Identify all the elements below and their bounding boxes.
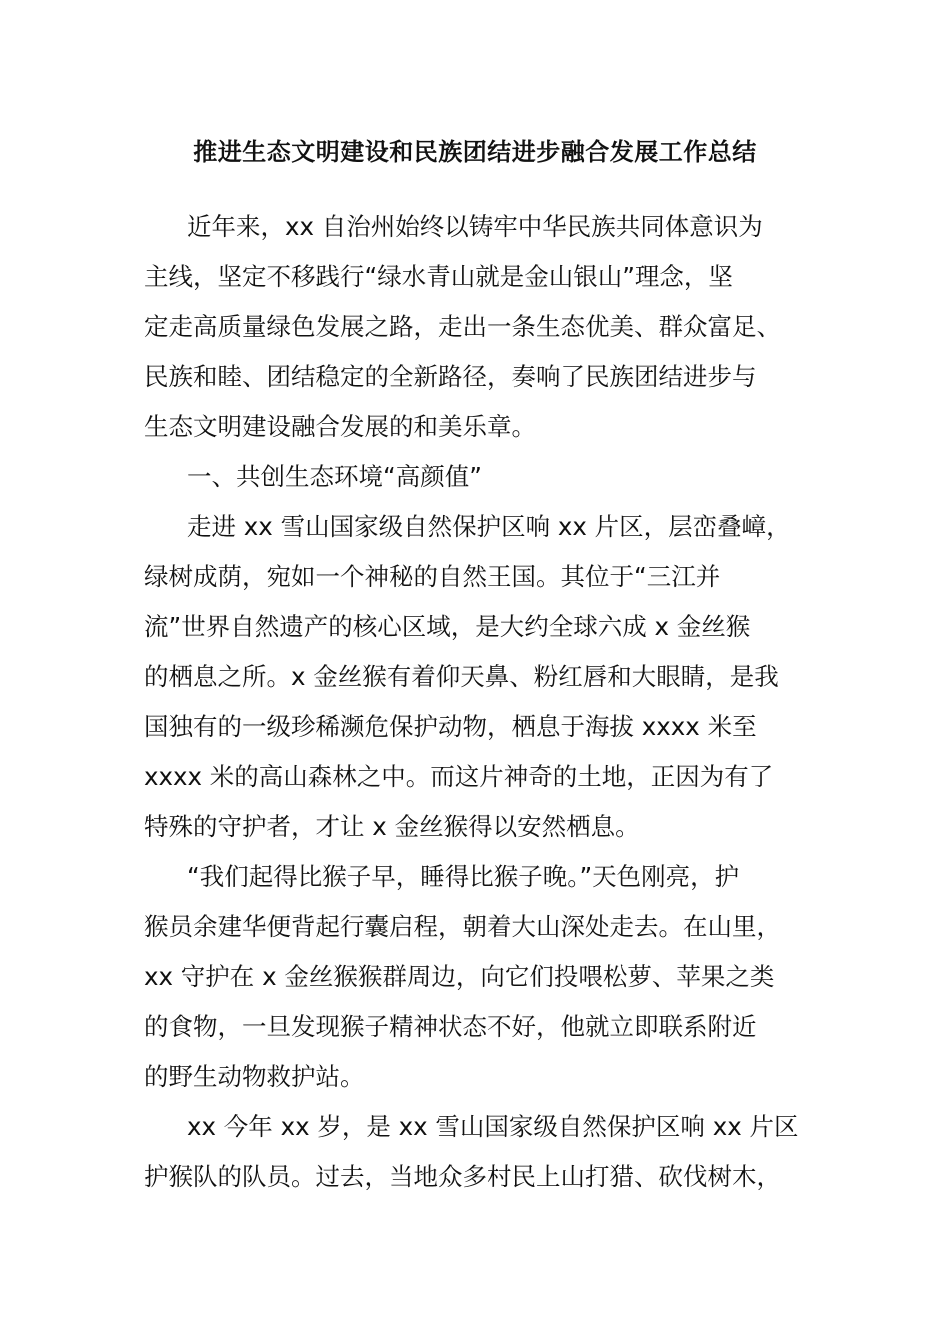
text-line: 的野生动物救护站。 <box>144 1062 365 1091</box>
text-line: 定走高质量绿色发展之路，走出一条生态优美、群众富足、 <box>144 312 781 341</box>
text-line: 特殊的守护者，才让 x 金丝猴得以安然栖息。 <box>144 812 640 841</box>
text-line: 民族和睦、团结稳定的全新路径，奏响了民族团结进步与 <box>144 362 757 391</box>
text-line: 猴员余建华便背起行囊启程，朝着大山深处走去。在山里， <box>144 912 781 941</box>
text-line: xxxx 米的高山森林之中。而这片神奇的土地，正因为有了 <box>144 762 774 791</box>
text-line: 国独有的一级珍稀濒危保护动物，栖息于海拔 xxxx 米至 <box>144 712 757 741</box>
text-line: 绿树成荫，宛如一个神秘的自然王国。其位于“三江并 <box>144 562 721 591</box>
document-body <box>144 202 806 1202</box>
text-line: 生态文明建设融合发展的和美乐章。 <box>144 412 536 441</box>
text-line: 的栖息之所。x 金丝猴有着仰天鼻、粉红唇和大眼睛，是我 <box>144 662 779 691</box>
text-line: 护猴队的队员。过去，当地众多村民上山打猎、砍伐树木， <box>144 1162 781 1191</box>
text-line: 走进 xx 雪山国家级自然保护区响 xx 片区，层峦叠嶂， <box>187 512 791 541</box>
text-line: 流”世界自然遗产的核心区域，是大约全球六成 x 金丝猴 <box>144 612 751 641</box>
text-line: “我们起得比猴子早，睡得比猴子晚。”天色刚亮，护 <box>187 862 740 891</box>
text-line: 一、共创生态环境“高颜值” <box>187 462 482 491</box>
text-line: 的食物，一旦发现猴子精神状态不好，他就立即联系附近 <box>144 1012 757 1041</box>
text-line: xx 今年 xx 岁，是 xx 雪山国家级自然保护区响 xx 片区 <box>187 1112 799 1141</box>
text-line: 近年来，xx 自治州始终以铸牢中华民族共同体意识为 <box>187 212 763 241</box>
text-line: xx 守护在 x 金丝猴猴群周边，向它们投喂松萝、苹果之类 <box>144 962 775 991</box>
document-title: 推进生态文明建设和民族团结进步融合发展工作总结 <box>193 138 757 166</box>
text-line: 主线，坚定不移践行“绿水青山就是金山银山”理念，坚 <box>144 262 733 291</box>
